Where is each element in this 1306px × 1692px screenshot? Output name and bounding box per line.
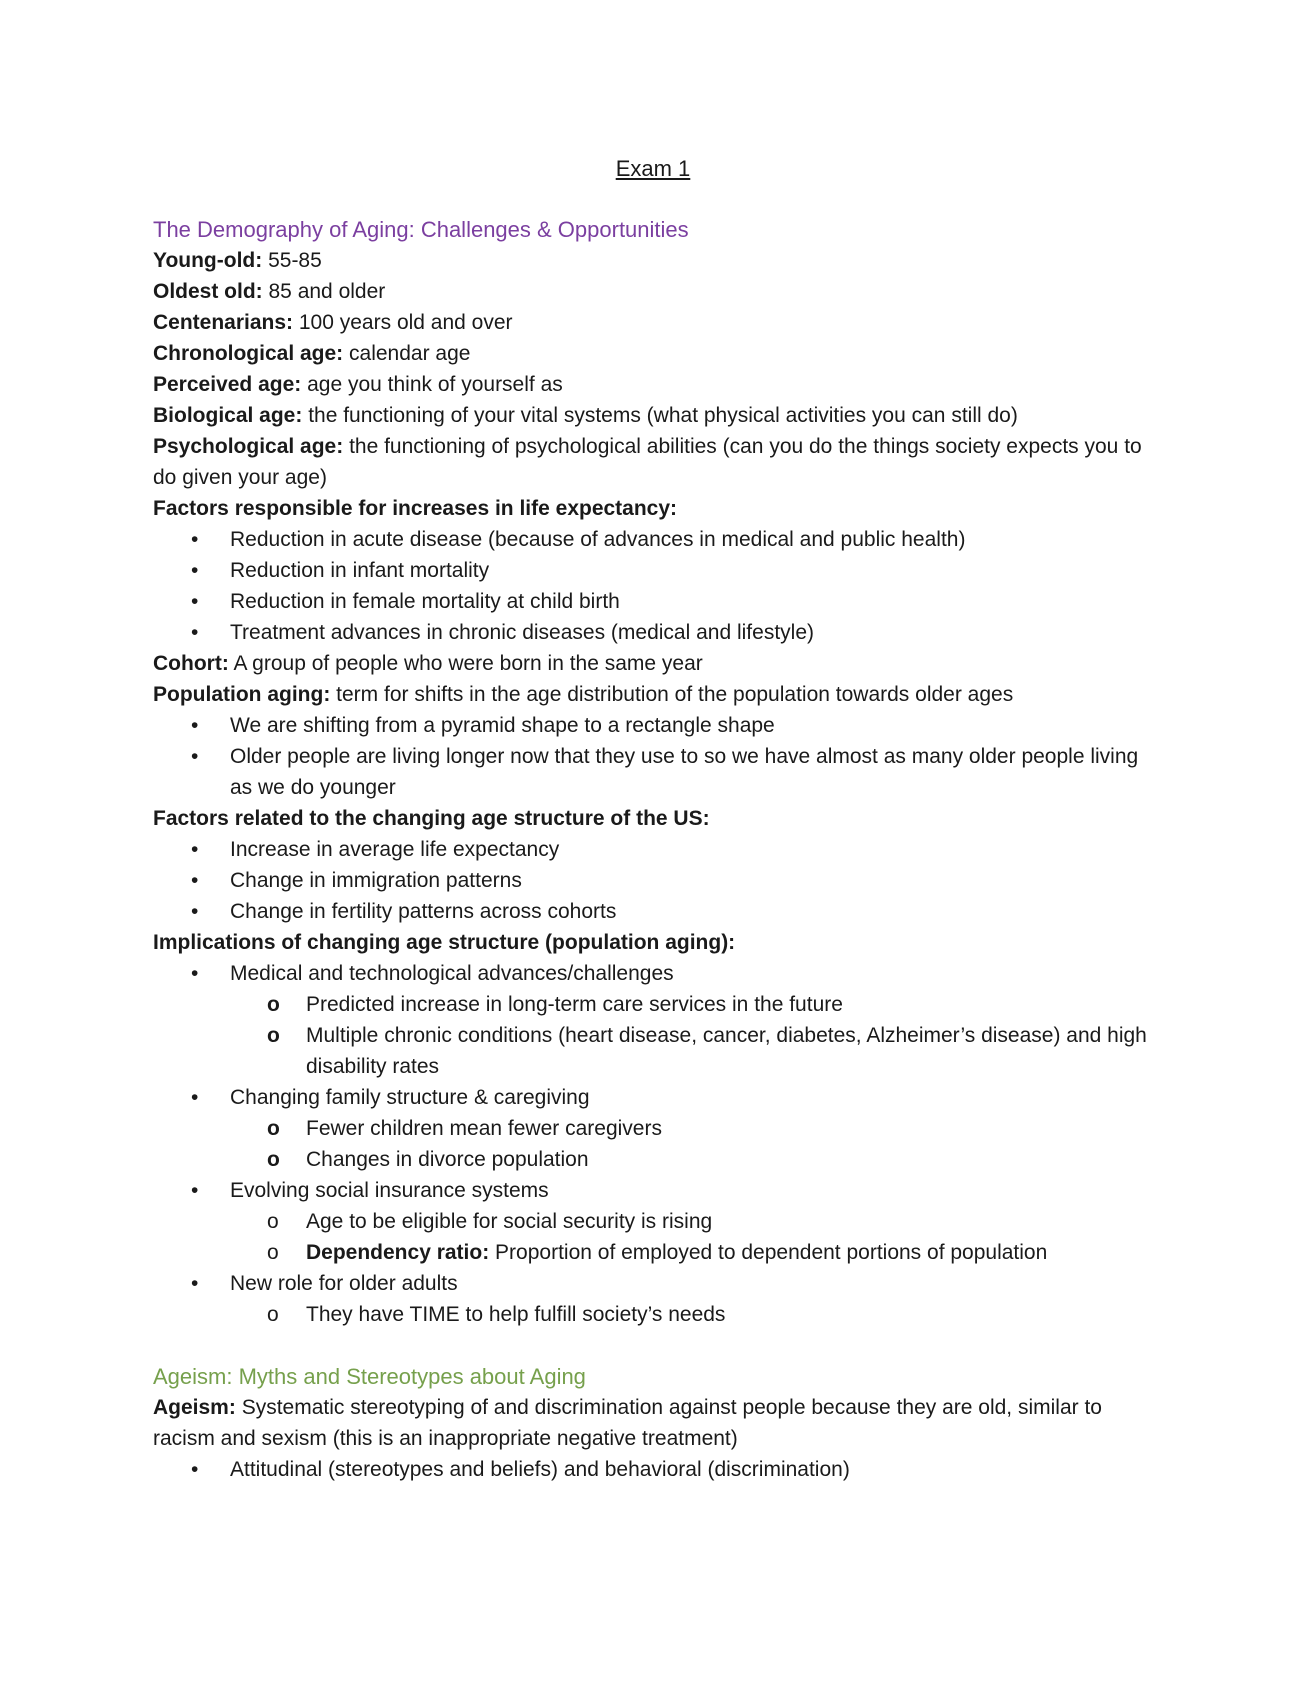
term: Dependency ratio: (306, 1241, 490, 1264)
definition: 85 and older (262, 280, 386, 303)
bullet-icon: • (191, 621, 199, 644)
implications-heading: Implications of changing age structure (population aging): (153, 931, 736, 954)
bullet-icon: • (191, 1179, 199, 1202)
definition: age you think of yourself as (301, 373, 563, 396)
sub-bullet-icon: o (267, 1148, 280, 1171)
term: Centenarians: (153, 311, 294, 334)
definition: calendar age (343, 342, 471, 365)
sub-bullet-icon: o (267, 993, 280, 1016)
us-factors-heading: Factors related to the changing age structure of the US: (153, 807, 710, 830)
sub-bullet-icon: o (267, 1117, 280, 1140)
term: Cohort: (153, 652, 229, 675)
list-item: • Reduction in female mortality at child birth (153, 586, 1153, 617)
definition-chronological-age (153, 338, 1153, 369)
implications-list (153, 958, 1153, 1330)
list-item: • Change in fertility patterns across cohorts (153, 896, 1153, 927)
definition: 100 years old and over (293, 311, 513, 334)
factors-list (153, 524, 1153, 648)
list-item: • Reduction in acute disease (because of advances in medical and public health) (153, 524, 1153, 555)
bullet-icon: • (191, 838, 199, 861)
definition: term for shifts in the age distribution of the population towards older ages (330, 683, 1014, 706)
bullet-icon: • (191, 962, 199, 985)
factors-heading: Factors responsible for increases in life expectancy: (153, 497, 678, 520)
bullet-icon: • (191, 559, 199, 582)
section-heading-ageism: Ageism: Myths and Stereotypes about Aging (153, 1364, 586, 1389)
definition-centenarians (153, 307, 1153, 338)
list-item: • Attitudinal (stereotypes and beliefs) and behavioral (discrimination) (153, 1454, 1153, 1485)
sub-list-item: o Changes in divorce population (153, 1144, 1153, 1175)
bullet-icon: • (191, 714, 199, 737)
list-item: • Treatment advances in chronic diseases (medical and lifestyle) (153, 617, 1153, 648)
list-item: • New role for older adults (153, 1268, 1153, 1299)
bullet-icon: • (191, 528, 199, 551)
sub-bullet-icon: o (267, 1303, 279, 1326)
definition-psychological-age (153, 431, 1153, 493)
page-title: Exam 1 (615, 156, 691, 181)
definition-biological-age (153, 400, 1153, 431)
bullet-icon: • (191, 900, 199, 923)
definition: A group of people who were born in the same year (228, 652, 703, 675)
sub-bullet-icon: o (267, 1210, 279, 1233)
sub-list-item: o Age to be eligible for social security is rising (153, 1206, 1153, 1237)
list-item: • Older people are living longer now that they use to so we have almost as many older people living as we do younger (153, 741, 1153, 803)
sub-list-item: o Predicted increase in long-term care services in the future (153, 989, 1153, 1020)
definition: the functioning of psychological abilities (can you do the things society expects you to do given your age) (153, 435, 1142, 489)
sub-list-item: o Fewer children mean fewer caregivers (153, 1113, 1153, 1144)
bullet-icon: • (191, 745, 199, 768)
list-item: • Change in immigration patterns (153, 865, 1153, 896)
document-page (153, 152, 1153, 1485)
term: Chronological age: (153, 342, 344, 365)
section-heading-demography: The Demography of Aging: Challenges & Opportunities (153, 217, 689, 242)
term: Psychological age: (153, 435, 344, 458)
sub-bullet-icon: o (267, 1241, 279, 1264)
sub-list-item: o They have TIME to help fulfill society’s needs (153, 1299, 1153, 1330)
ageism-list (153, 1454, 1153, 1485)
bullet-icon: • (191, 1458, 199, 1481)
definition: the functioning of your vital systems (what physical activities you can still do) (302, 404, 1018, 427)
bullet-icon: • (191, 590, 199, 613)
definition-perceived-age (153, 369, 1153, 400)
term: Perceived age: (153, 373, 302, 396)
definition-ageism (153, 1392, 1153, 1454)
population-aging-list (153, 710, 1153, 803)
list-item: • We are shifting from a pyramid shape to a rectangle shape (153, 710, 1153, 741)
term: Ageism: (153, 1396, 236, 1419)
definition-population-aging (153, 679, 1153, 710)
bullet-icon: • (191, 1272, 199, 1295)
list-item: • Reduction in infant mortality (153, 555, 1153, 586)
bullet-icon: • (191, 869, 199, 892)
list-item: • Increase in average life expectancy (153, 834, 1153, 865)
section-gap (153, 1330, 1153, 1361)
bullet-icon: • (191, 1086, 199, 1109)
sub-list-item: o Dependency ratio: Proportion of employed to dependent portions of population (153, 1237, 1153, 1268)
list-item: • Evolving social insurance systems (153, 1175, 1153, 1206)
term: Population aging: (153, 683, 331, 706)
definition: Systematic stereotyping of and discrimination against people because they are old, similar to racism and sexism (this is an inappropriate negative treatment) (153, 1396, 1102, 1450)
term: Biological age: (153, 404, 303, 427)
definition-cohort (153, 648, 1153, 679)
definition: 55-85 (262, 249, 322, 272)
sub-list-item: o Multiple chronic conditions (heart disease, cancer, diabetes, Alzheimer’s disease) and high disability rates (153, 1020, 1153, 1082)
sub-bullet-icon: o (267, 1024, 280, 1047)
list-item: • Medical and technological advances/challenges (153, 958, 1153, 989)
term: Young-old: (153, 249, 263, 272)
us-factors-list (153, 834, 1153, 927)
definition-oldest-old (153, 276, 1153, 307)
list-item: • Changing family structure & caregiving (153, 1082, 1153, 1113)
term: Oldest old: (153, 280, 263, 303)
definition-young-old (153, 245, 1153, 276)
